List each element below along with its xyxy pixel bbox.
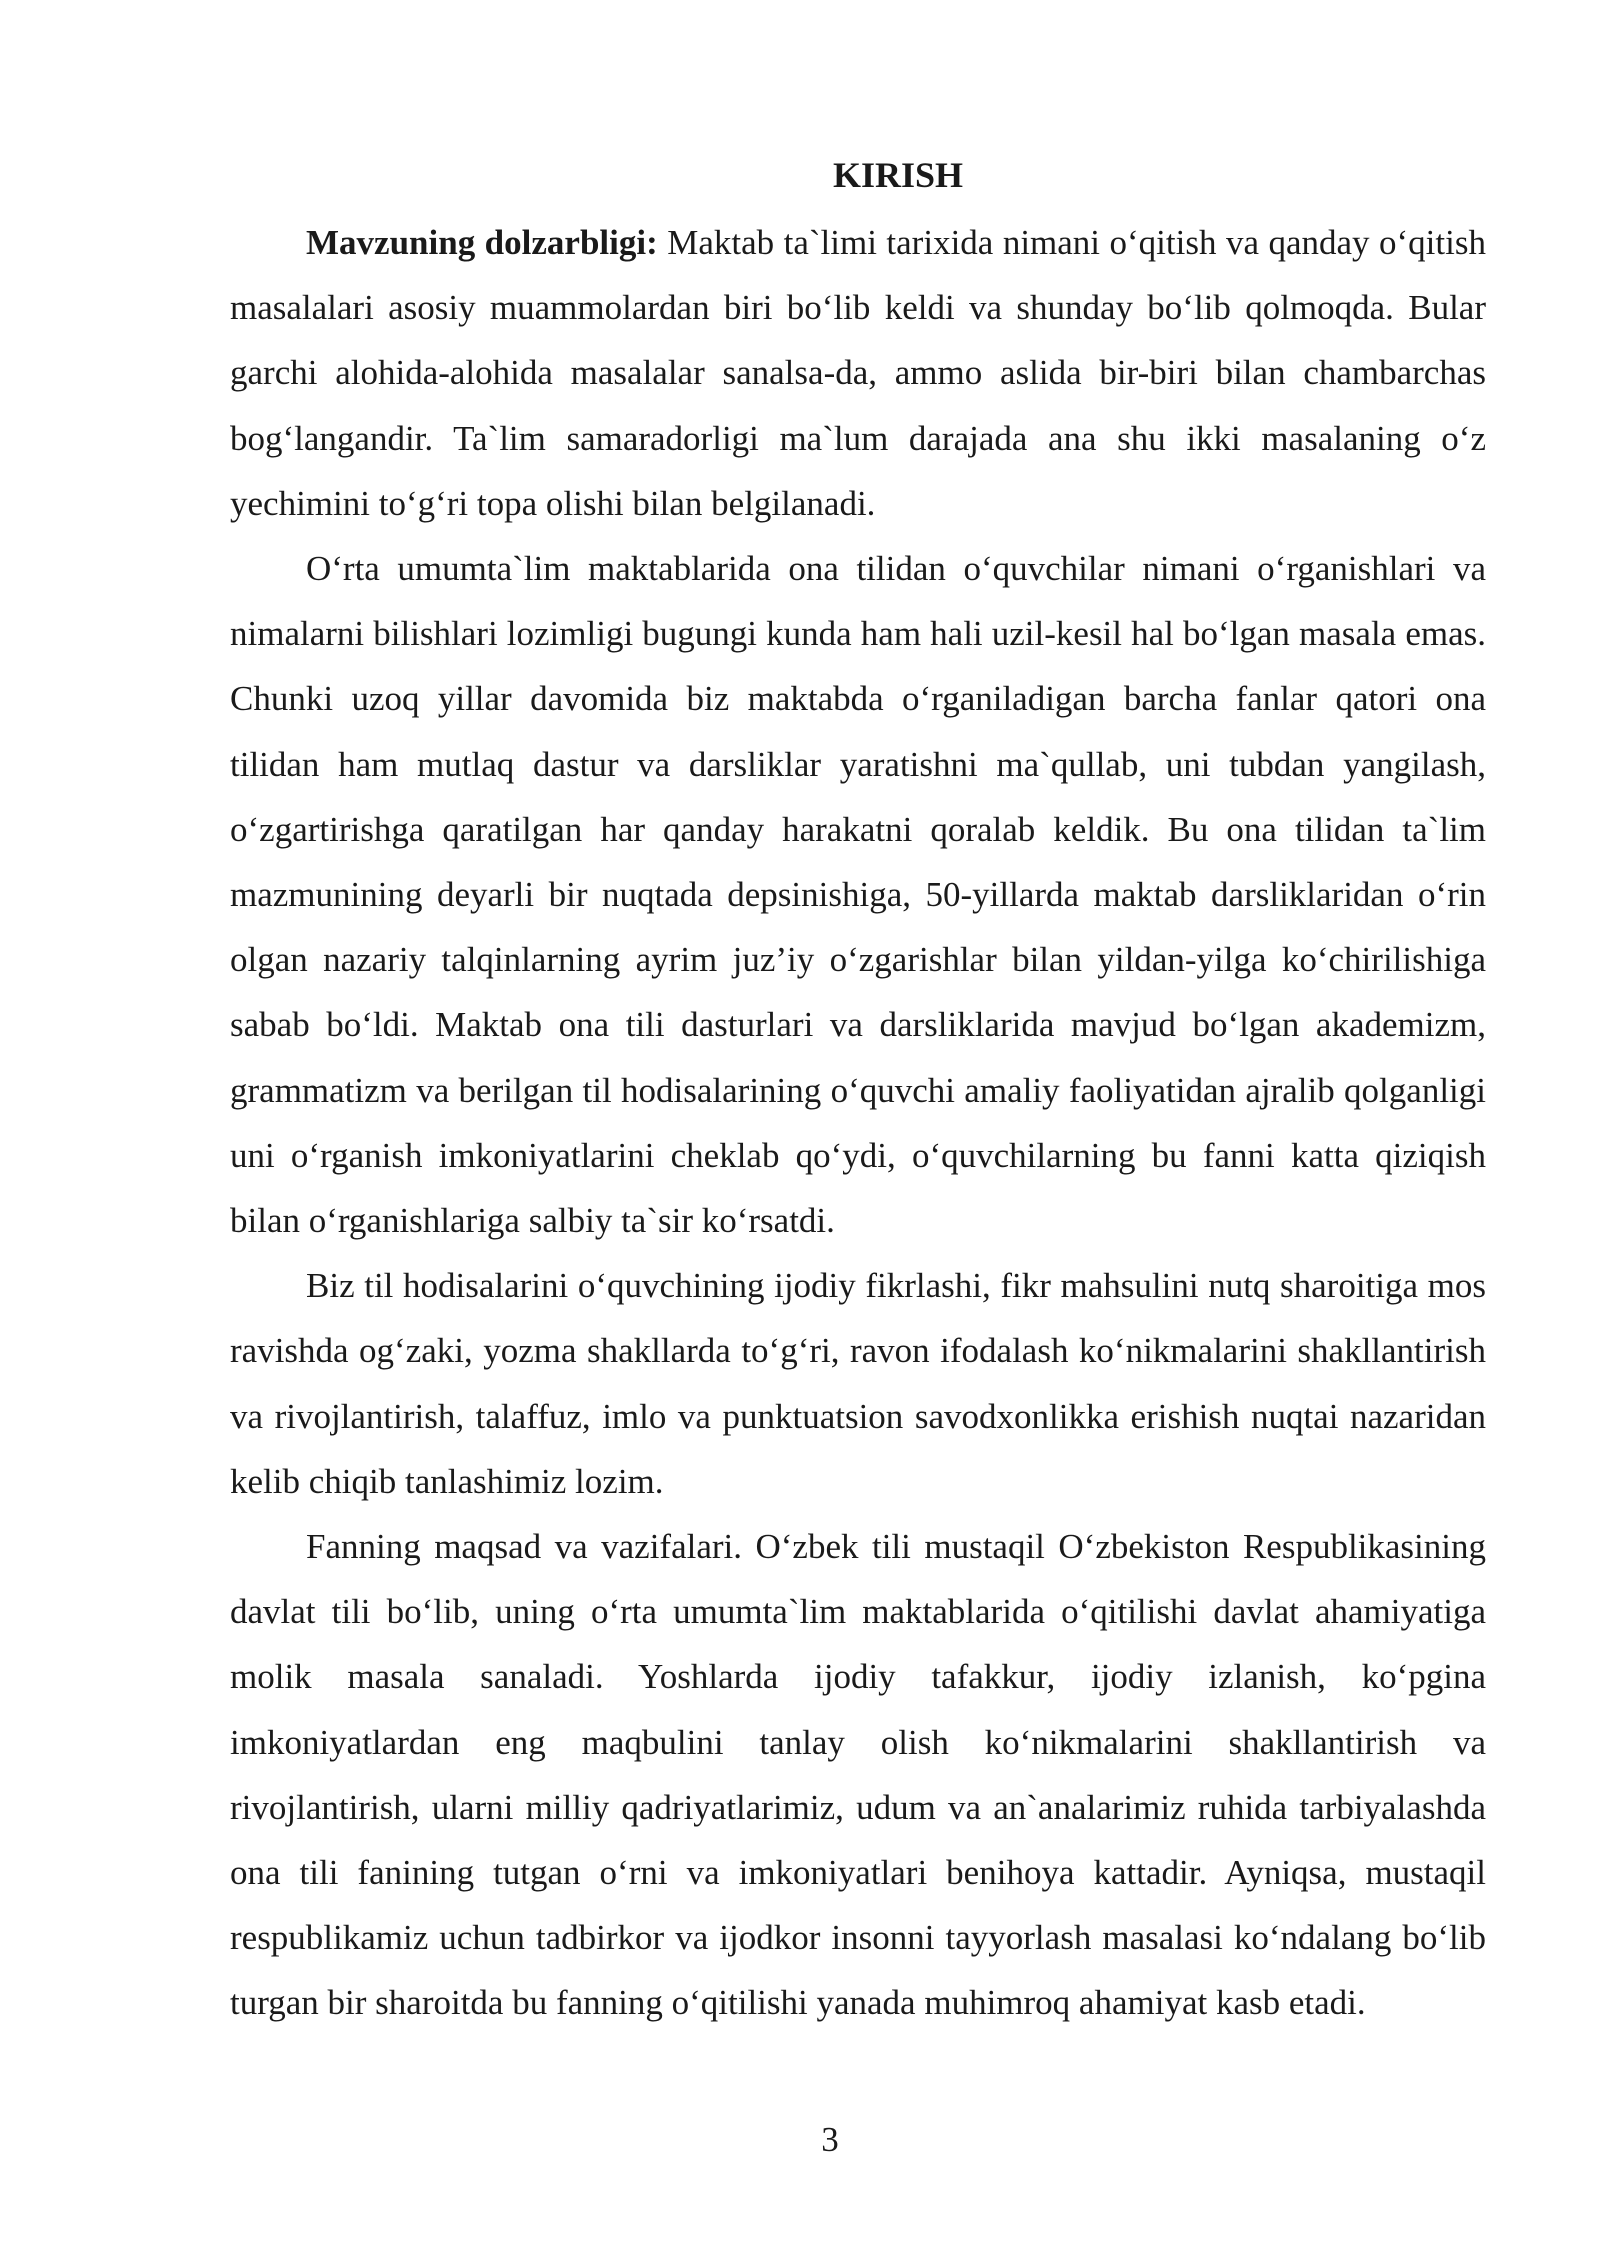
page-number: 3 [821, 2120, 839, 2159]
paragraph-lead: Mavzuning dolzarbligi: [306, 223, 658, 262]
paragraph-goals [230, 1514, 1486, 2036]
paragraph-text: Maktab ta`limi tarixida nimani o‘qitish va qanday o‘qitish masalalari asosiy muammolardan biri bo‘lib keldi va shunday bo‘lib qolmoqda. Bular garchi alohida-alohida masalalar sanalsa-da, ammo aslida bir-biri bilan chambarchas bog‘langandir. Ta`lim samaradorligi ma`lum darajada ana shu ikki masalaning o‘z yechimini to‘g‘ri topa olishi bilan belgilanadi. [230, 223, 1486, 523]
paragraph-text: Fanning maqsad va vazifalari. O‘zbek tili mustaqil O‘zbekiston Respublikasining davlat tili bo‘lib, uning o‘rta umumta`lim maktablarida o‘qitilishi davlat ahamiyatiga molik masala sanaladi. Yoshlarda ijodiy tafakkur, ijodiy izlanish, ko‘pgina imkoniyatlardan eng maqbulini tanlay olish ko‘nikmalarini shakllantirish va rivojlantirish, ularni milliy qadriyatlarimiz, udum va an`analarimiz ruhida tarbiyalashda ona tili fanining tutgan o‘rni va imkoniyatlari benihoya kattadir. Ayniqsa, mustaqil respublikamiz uchun tadbirkor va ijodkor insonni tayyorlash masalasi ko‘ndalang bo‘lib turgan bir sharoitda bu fanning o‘qitilishi yanada muhimroq ahamiyat kasb etadi. [230, 1527, 1486, 2023]
paragraph-text: Biz til hodisalarini o‘quvchining ijodiy fikrlashi, fikr mahsulini nutq sharoitiga mos ravishda og‘zaki, yozma shakllarda to‘g‘ri, ravon ifodalash ko‘nikmalarini shakllantirish va rivojlantirish, talaffuz, imlo va punktuatsion savodxonlikka erishish nuqtai nazaridan kelib chiqib tanlashimiz lozim. [230, 1266, 1486, 1501]
paragraph-selection [230, 1253, 1486, 1514]
paragraph-text: O‘rta umumta`lim maktablarida ona tilidan o‘quvchilar nimani o‘rganishlari va nimalarni bilishlari lozimligi bugungi kunda ham hali uzil-kesil hal bo‘lgan masala emas. Chunki uzoq yillar davomida biz maktabda o‘rganiladigan barcha fanlar qatori ona tilidan ham mutlaq dastur va darsliklar yaratishni ma`qullab, uni tubdan yangilash, o‘zgartirishga qaratilgan har qanday harakatni qoralab keldik. Bu ona tilidan ta`lim mazmunining deyarli bir nuqtada depsinishiga, 50-yillarda maktab darsliklaridan o‘rin olgan nazariy talqinlarning ayrim juz’iy o‘zgarishlar bilan yildan-yilga ko‘chirilishiga sabab bo‘ldi. Maktab ona tili dasturlari va darsliklarida mavjud bo‘lgan akademizm, grammatizm va berilgan til hodisalarining o‘quvchi amaliy faoliyatidan ajralib qolganligi uni o‘rganish imkoniyatlarini cheklab qo‘ydi, o‘quvchilarning bu fanni katta qiziqish bilan o‘rganishlariga salbiy ta`sir ko‘rsatdi. [230, 549, 1486, 1241]
paragraph-relevance [230, 210, 1486, 536]
document-page [230, 150, 1486, 2036]
paragraph-curriculum [230, 536, 1486, 1253]
page-title: KIRISH [832, 155, 964, 195]
